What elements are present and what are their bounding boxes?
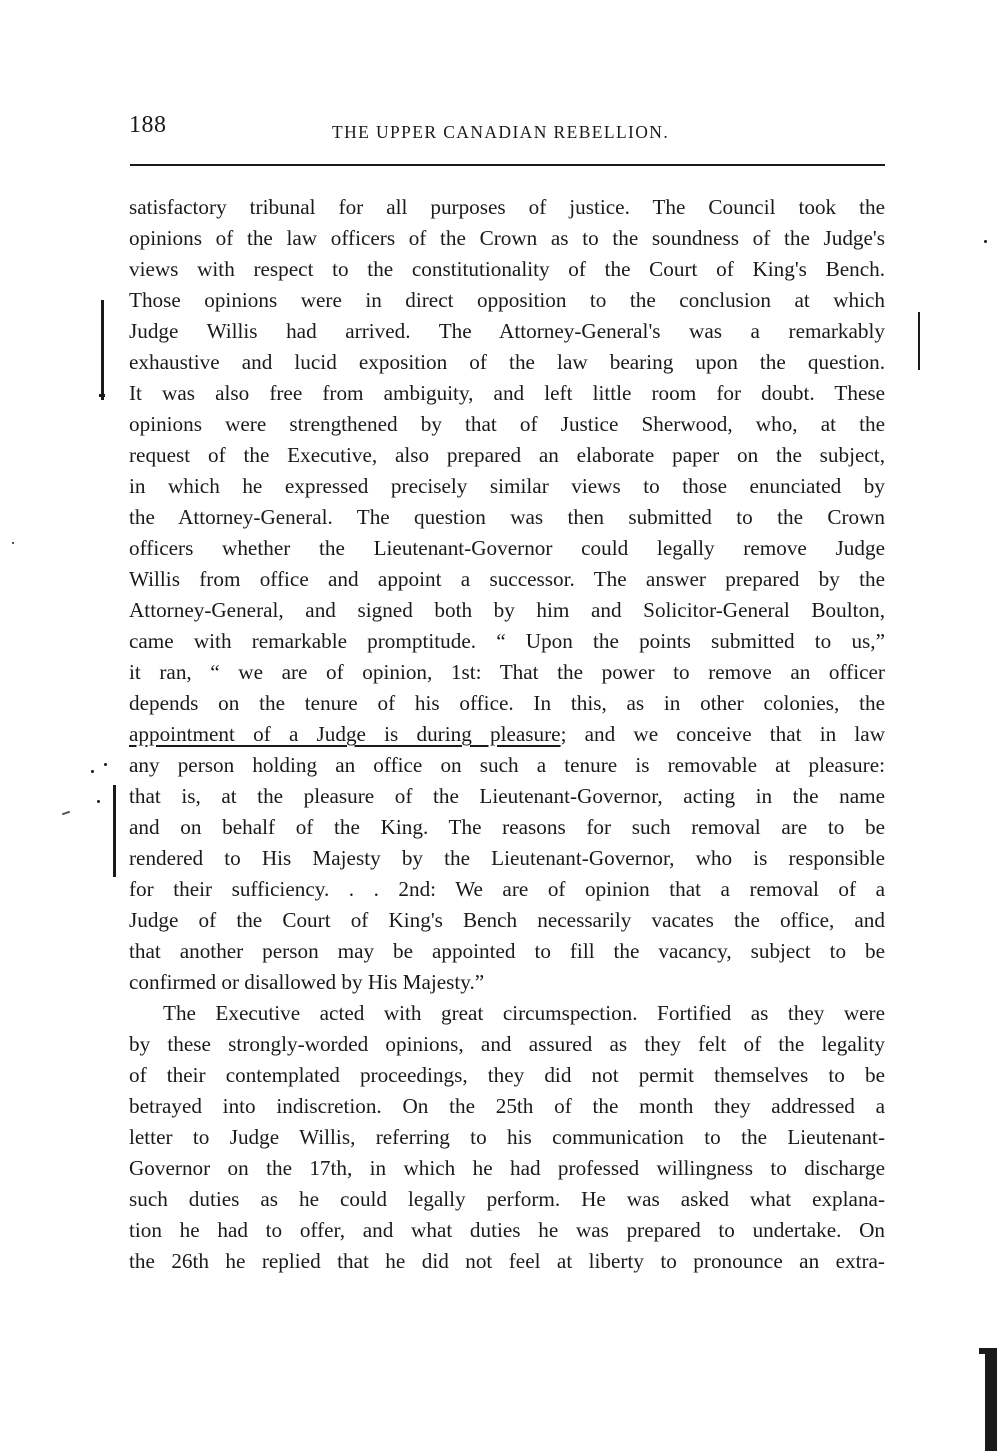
margin-squiggle-mark	[62, 811, 70, 816]
text-line: betrayed into indiscretion. On the 25th of the month they addressed a	[129, 1094, 885, 1118]
text-line: opinions of the law officers of the Crown as to the soundness of the Judge's	[129, 226, 885, 250]
text-line: Governor on the 17th, in which he had professed willingness to discharge	[129, 1156, 885, 1180]
text-line: rendered to His Majesty by the Lieutenant-Governor, who is responsible	[129, 846, 885, 870]
text-line: by these strongly-worded opinions, and assured as they felt of the legality	[129, 1032, 885, 1056]
edge-bracket-bottom-right	[985, 1348, 997, 1451]
margin-bracket-left-upper-tick	[99, 394, 105, 397]
text-line: of their contemplated proceedings, they did not permit themselves to be	[129, 1063, 885, 1087]
text-line: and on behalf of the King. The reasons for such removal are to be	[129, 815, 885, 839]
text-line: views with respect to the constitutionality of the Court of King's Bench.	[129, 257, 885, 281]
text-line: exhaustive and lucid exposition of the law bearing upon the question.	[129, 350, 885, 374]
margin-dot-1	[97, 800, 100, 803]
margin-dot-right	[984, 240, 987, 243]
margin-dot-left	[12, 542, 14, 544]
text-line-underlined	[129, 719, 885, 750]
text-line: Those opinions were in direct opposition to the conclusion at which	[129, 288, 885, 312]
text-line: tion he had to offer, and what duties he was prepared to undertake. On	[129, 1218, 885, 1242]
running-head: THE UPPER CANADIAN REBELLION.	[332, 122, 670, 142]
text-line: the 26th he replied that he did not feel at liberty to pronounce an extra-	[129, 1249, 885, 1273]
text-line: satisfactory tribunal for all purposes of justice. The Council took the	[129, 195, 885, 219]
header-rule	[130, 164, 885, 166]
text-line: Judge of the Court of King's Bench necessarily vacates the office, and	[129, 908, 885, 932]
text-line: such duties as he could legally perform. He was asked what explana-	[129, 1187, 885, 1211]
text-line: confirmed or disallowed by His Majesty.”	[129, 970, 485, 994]
text-line: it ran, “ we are of opinion, 1st: That the power to remove an officer	[129, 660, 885, 684]
page-number: 188	[129, 112, 167, 138]
text-line: came with remarkable promptitude. “ Upon the points submitted to us,”	[129, 629, 885, 653]
text-block	[129, 192, 885, 1277]
text-line: Willis from office and appoint a successor. The answer prepared by the	[129, 567, 885, 591]
line-continuation: ; and we conceive that in law	[560, 722, 885, 746]
text-line: that is, at the pleasure of the Lieutenant-Governor, acting in the name	[129, 784, 885, 808]
text-line: It was also free from ambiguity, and left little room for doubt. These	[129, 381, 885, 405]
text-line: that another person may be appointed to fill the vacancy, subject to be	[129, 939, 885, 963]
text-line: request of the Executive, also prepared an elaborate paper on the subject,	[129, 443, 885, 467]
margin-dot-2	[91, 770, 94, 773]
text-line: letter to Judge Willis, referring to his communication to the Lieutenant-	[129, 1125, 885, 1149]
text-line: Attorney-General, and signed both by him and Solicitor-General Boulton,	[129, 598, 885, 622]
margin-bracket-left-upper	[101, 300, 104, 400]
text-line: any person holding an office on such a tenure is removable at pleasure:	[129, 753, 885, 777]
text-line: Judge Willis had arrived. The Attorney-General's was a remarkably	[129, 319, 885, 343]
margin-bracket-right	[918, 312, 920, 370]
text-line: The Executive acted with great circumspection. Fortified as they were	[163, 1001, 885, 1025]
margin-bracket-left-lower	[113, 785, 116, 877]
underlined-phrase: appointment of a Judge is during pleasure	[129, 722, 561, 746]
text-line: officers whether the Lieutenant-Governor could legally remove Judge	[129, 536, 885, 560]
text-line: in which he expressed precisely similar views to those enunciated by	[129, 474, 885, 498]
text-line: for their sufficiency. . . 2nd: We are of opinion that a removal of a	[129, 877, 885, 901]
margin-dot-3	[104, 763, 107, 766]
text-line: depends on the tenure of his office. In this, as in other colonies, the	[129, 691, 885, 715]
edge-bracket-bottom-right-cap	[979, 1348, 997, 1354]
text-line: the Attorney-General. The question was then submitted to the Crown	[129, 505, 885, 529]
text-line: opinions were strengthened by that of Justice Sherwood, who, at the	[129, 412, 885, 436]
